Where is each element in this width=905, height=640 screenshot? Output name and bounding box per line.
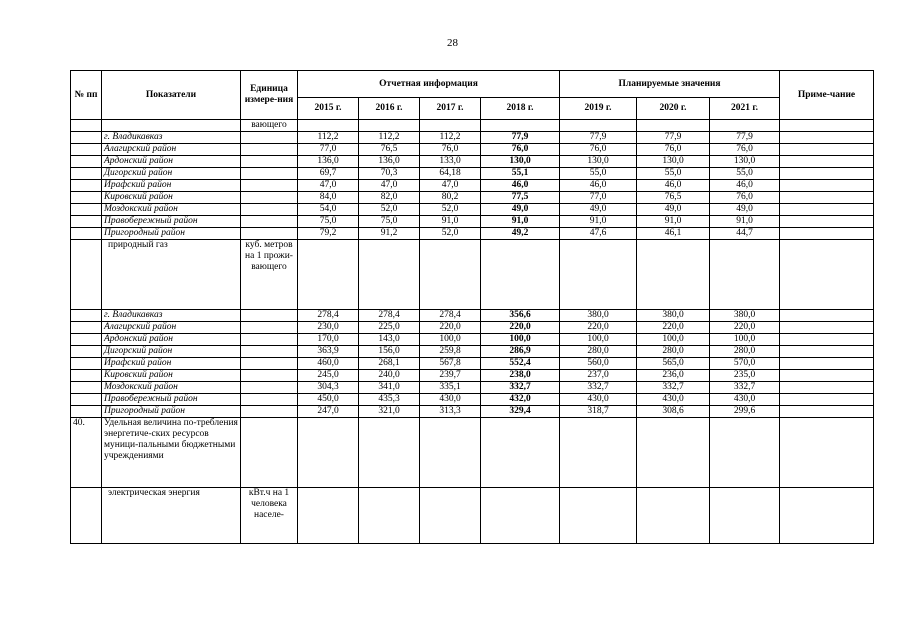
value-cell: 47,6	[560, 228, 637, 240]
value-cell: 55,0	[637, 168, 710, 180]
note-cell	[780, 168, 874, 180]
value-cell: 356,6	[481, 310, 560, 322]
value-cell: 380,0	[637, 310, 710, 322]
value-cell: 100,0	[420, 334, 481, 346]
value-cell: 308,6	[637, 406, 710, 418]
table-row	[71, 346, 874, 358]
value-cell: 84,0	[298, 192, 359, 204]
table-row	[71, 216, 874, 228]
header-year: 2020 г.	[637, 98, 710, 120]
note-cell	[780, 204, 874, 216]
district-name: Ирафский район	[102, 358, 241, 370]
value-cell: 460,0	[298, 358, 359, 370]
district-name: Кировский район	[102, 192, 241, 204]
value-cell: 52,0	[420, 228, 481, 240]
page-number: 28	[447, 37, 458, 49]
note-cell	[780, 346, 874, 358]
value-cell: 329,4	[481, 406, 560, 418]
note-cell	[780, 358, 874, 370]
table-row	[71, 180, 874, 192]
note-cell	[780, 406, 874, 418]
note-cell	[780, 192, 874, 204]
value-cell: 321,0	[359, 406, 420, 418]
table-row	[71, 204, 874, 216]
value-cell: 239,7	[420, 370, 481, 382]
value-cell: 46,0	[481, 180, 560, 192]
value-cell: 54,0	[298, 204, 359, 216]
value-cell: 79,2	[298, 228, 359, 240]
value-cell: 77,0	[298, 144, 359, 156]
value-cell: 432,0	[481, 394, 560, 406]
note-cell	[780, 394, 874, 406]
district-name: Ардонский район	[102, 334, 241, 346]
value-cell: 280,0	[637, 346, 710, 358]
value-cell: 435,3	[359, 394, 420, 406]
table-row	[71, 382, 874, 394]
value-cell: 318,7	[560, 406, 637, 418]
value-cell: 49,0	[481, 204, 560, 216]
value-cell: 91,0	[637, 216, 710, 228]
item-number: 40.	[71, 418, 102, 488]
value-cell: 430,0	[560, 394, 637, 406]
table-row	[71, 358, 874, 370]
value-cell: 46,0	[710, 180, 780, 192]
value-cell: 100,0	[560, 334, 637, 346]
value-cell: 76,0	[420, 144, 481, 156]
table-row	[71, 370, 874, 382]
table-row	[71, 144, 874, 156]
note-cell	[780, 144, 874, 156]
table-row	[71, 132, 874, 144]
value-cell: 278,4	[359, 310, 420, 322]
value-cell: 77,9	[481, 132, 560, 144]
header-indicators: Показатели	[102, 71, 241, 120]
value-cell: 238,0	[481, 370, 560, 382]
value-cell: 335,1	[420, 382, 481, 394]
value-cell: 91,0	[560, 216, 637, 228]
value-cell: 156,0	[359, 346, 420, 358]
value-cell: 341,0	[359, 382, 420, 394]
header-year: 2016 г.	[359, 98, 420, 120]
value-cell: 55,1	[481, 168, 560, 180]
value-cell: 570,0	[710, 358, 780, 370]
value-cell: 220,0	[560, 322, 637, 334]
district-name: Пригородный район	[102, 228, 241, 240]
value-cell: 76,0	[481, 144, 560, 156]
report-table	[70, 70, 874, 544]
value-cell: 268,1	[359, 358, 420, 370]
table-row	[71, 192, 874, 204]
value-cell: 130,0	[560, 156, 637, 168]
value-cell: 77,5	[481, 192, 560, 204]
value-cell: 278,4	[298, 310, 359, 322]
header-planned: Планируемые значения	[560, 71, 780, 98]
value-cell: 70,3	[359, 168, 420, 180]
table-row	[71, 322, 874, 334]
header-year: 2018 г.	[481, 98, 560, 120]
value-cell: 332,7	[637, 382, 710, 394]
value-cell: 380,0	[560, 310, 637, 322]
district-name: Правобережный район	[102, 216, 241, 228]
value-cell: 77,0	[560, 192, 637, 204]
unit-cell: вающего	[241, 120, 298, 132]
value-cell: 100,0	[637, 334, 710, 346]
value-cell: 47,0	[298, 180, 359, 192]
value-cell: 52,0	[359, 204, 420, 216]
value-cell: 46,1	[637, 228, 710, 240]
table-row	[71, 406, 874, 418]
value-cell: 230,0	[298, 322, 359, 334]
value-cell: 136,0	[298, 156, 359, 168]
value-cell: 430,0	[710, 394, 780, 406]
value-cell: 77,9	[560, 132, 637, 144]
value-cell: 259,8	[420, 346, 481, 358]
value-cell: 75,0	[359, 216, 420, 228]
header-year: 2019 г.	[560, 98, 637, 120]
table-row	[71, 156, 874, 168]
value-cell: 565,0	[637, 358, 710, 370]
value-cell: 76,0	[710, 144, 780, 156]
note-cell	[780, 322, 874, 334]
value-cell: 220,0	[637, 322, 710, 334]
value-cell: 76,5	[359, 144, 420, 156]
value-cell: 313,3	[420, 406, 481, 418]
value-cell: 430,0	[420, 394, 481, 406]
value-cell: 77,9	[637, 132, 710, 144]
value-cell: 130,0	[710, 156, 780, 168]
value-cell: 332,7	[560, 382, 637, 394]
table-row	[71, 228, 874, 240]
value-cell: 552,4	[481, 358, 560, 370]
value-cell: 304,3	[298, 382, 359, 394]
value-cell: 136,0	[359, 156, 420, 168]
value-cell: 278,4	[420, 310, 481, 322]
value-cell: 44,7	[710, 228, 780, 240]
value-cell: 280,0	[560, 346, 637, 358]
value-cell: 47,0	[420, 180, 481, 192]
header-note: Приме-чание	[780, 71, 874, 120]
header-year: 2017 г.	[420, 98, 481, 120]
value-cell: 430,0	[637, 394, 710, 406]
header-year: 2021 г.	[710, 98, 780, 120]
value-cell: 69,7	[298, 168, 359, 180]
value-cell: 64,18	[420, 168, 481, 180]
district-name: Дигорский район	[102, 346, 241, 358]
district-name: г. Владикавказ	[102, 310, 241, 322]
note-cell	[780, 156, 874, 168]
value-cell: 450,0	[298, 394, 359, 406]
value-cell: 112,2	[298, 132, 359, 144]
value-cell: 112,2	[359, 132, 420, 144]
note-cell	[780, 382, 874, 394]
header-num: № пп	[71, 71, 102, 120]
value-cell: 299,6	[710, 406, 780, 418]
value-cell: 112,2	[420, 132, 481, 144]
value-cell: 91,0	[710, 216, 780, 228]
value-cell: 75,0	[298, 216, 359, 228]
value-cell: 235,0	[710, 370, 780, 382]
indicator-natural-gas: природный газ	[102, 240, 241, 310]
value-cell: 245,0	[298, 370, 359, 382]
note-cell	[780, 216, 874, 228]
district-name: Дигорский район	[102, 168, 241, 180]
district-name: Моздокский район	[102, 382, 241, 394]
note-cell	[780, 228, 874, 240]
note-cell	[780, 132, 874, 144]
value-cell: 220,0	[481, 322, 560, 334]
value-cell: 46,0	[560, 180, 637, 192]
value-cell: 100,0	[710, 334, 780, 346]
district-name: Алагирский район	[102, 144, 241, 156]
value-cell: 220,0	[710, 322, 780, 334]
value-cell: 363,9	[298, 346, 359, 358]
value-cell: 76,0	[710, 192, 780, 204]
unit-gas: куб. метров на 1 прожи-вающего	[241, 240, 298, 310]
district-name: Моздокский район	[102, 204, 241, 216]
value-cell: 170,0	[298, 334, 359, 346]
district-name: Алагирский район	[102, 322, 241, 334]
table-row	[71, 334, 874, 346]
value-cell: 91,0	[420, 216, 481, 228]
district-name: Кировский район	[102, 370, 241, 382]
value-cell: 82,0	[359, 192, 420, 204]
value-cell: 76,5	[637, 192, 710, 204]
district-name: Правобережный район	[102, 394, 241, 406]
table-row	[71, 310, 874, 322]
value-cell: 130,0	[481, 156, 560, 168]
value-cell: 286,9	[481, 346, 560, 358]
table-row	[71, 394, 874, 406]
district-name: Ардонский район	[102, 156, 241, 168]
value-cell: 55,0	[560, 168, 637, 180]
note-cell	[780, 180, 874, 192]
value-cell: 76,0	[560, 144, 637, 156]
value-cell: 49,0	[637, 204, 710, 216]
value-cell: 77,9	[710, 132, 780, 144]
district-name: г. Владикавказ	[102, 132, 241, 144]
value-cell: 143,0	[359, 334, 420, 346]
value-cell: 240,0	[359, 370, 420, 382]
value-cell: 47,0	[359, 180, 420, 192]
header-unit: Единица измере-ния	[241, 71, 298, 120]
header-reported: Отчетная информация	[298, 71, 560, 98]
value-cell: 567,8	[420, 358, 481, 370]
value-cell: 332,7	[481, 382, 560, 394]
value-cell: 49,0	[560, 204, 637, 216]
value-cell: 49,0	[710, 204, 780, 216]
value-cell: 55,0	[710, 168, 780, 180]
value-cell: 52,0	[420, 204, 481, 216]
indicator-electric-energy: электрическая энергия	[102, 488, 241, 544]
value-cell: 236,0	[637, 370, 710, 382]
note-cell	[780, 310, 874, 322]
value-cell: 49,2	[481, 228, 560, 240]
table-row	[71, 168, 874, 180]
header-year: 2015 г.	[298, 98, 359, 120]
district-name: Ирафский район	[102, 180, 241, 192]
value-cell: 130,0	[637, 156, 710, 168]
note-cell	[780, 370, 874, 382]
value-cell: 280,0	[710, 346, 780, 358]
value-cell: 225,0	[359, 322, 420, 334]
value-cell: 560,0	[560, 358, 637, 370]
value-cell: 237,0	[560, 370, 637, 382]
value-cell: 91,0	[481, 216, 560, 228]
value-cell: 100,0	[481, 334, 560, 346]
value-cell: 380,0	[710, 310, 780, 322]
indicator-energy-consumption: Удельная величина по-требления энергетиче-ских ресурсов муници-пальными бюджетными учреждениями	[102, 418, 241, 488]
value-cell: 247,0	[298, 406, 359, 418]
value-cell: 133,0	[420, 156, 481, 168]
value-cell: 80,2	[420, 192, 481, 204]
district-name: Пригородный район	[102, 406, 241, 418]
value-cell: 220,0	[420, 322, 481, 334]
value-cell: 332,7	[710, 382, 780, 394]
value-cell: 46,0	[637, 180, 710, 192]
value-cell: 76,0	[637, 144, 710, 156]
unit-electric: кВт.ч на 1 человека населе-	[241, 488, 298, 544]
value-cell: 91,2	[359, 228, 420, 240]
note-cell	[780, 334, 874, 346]
